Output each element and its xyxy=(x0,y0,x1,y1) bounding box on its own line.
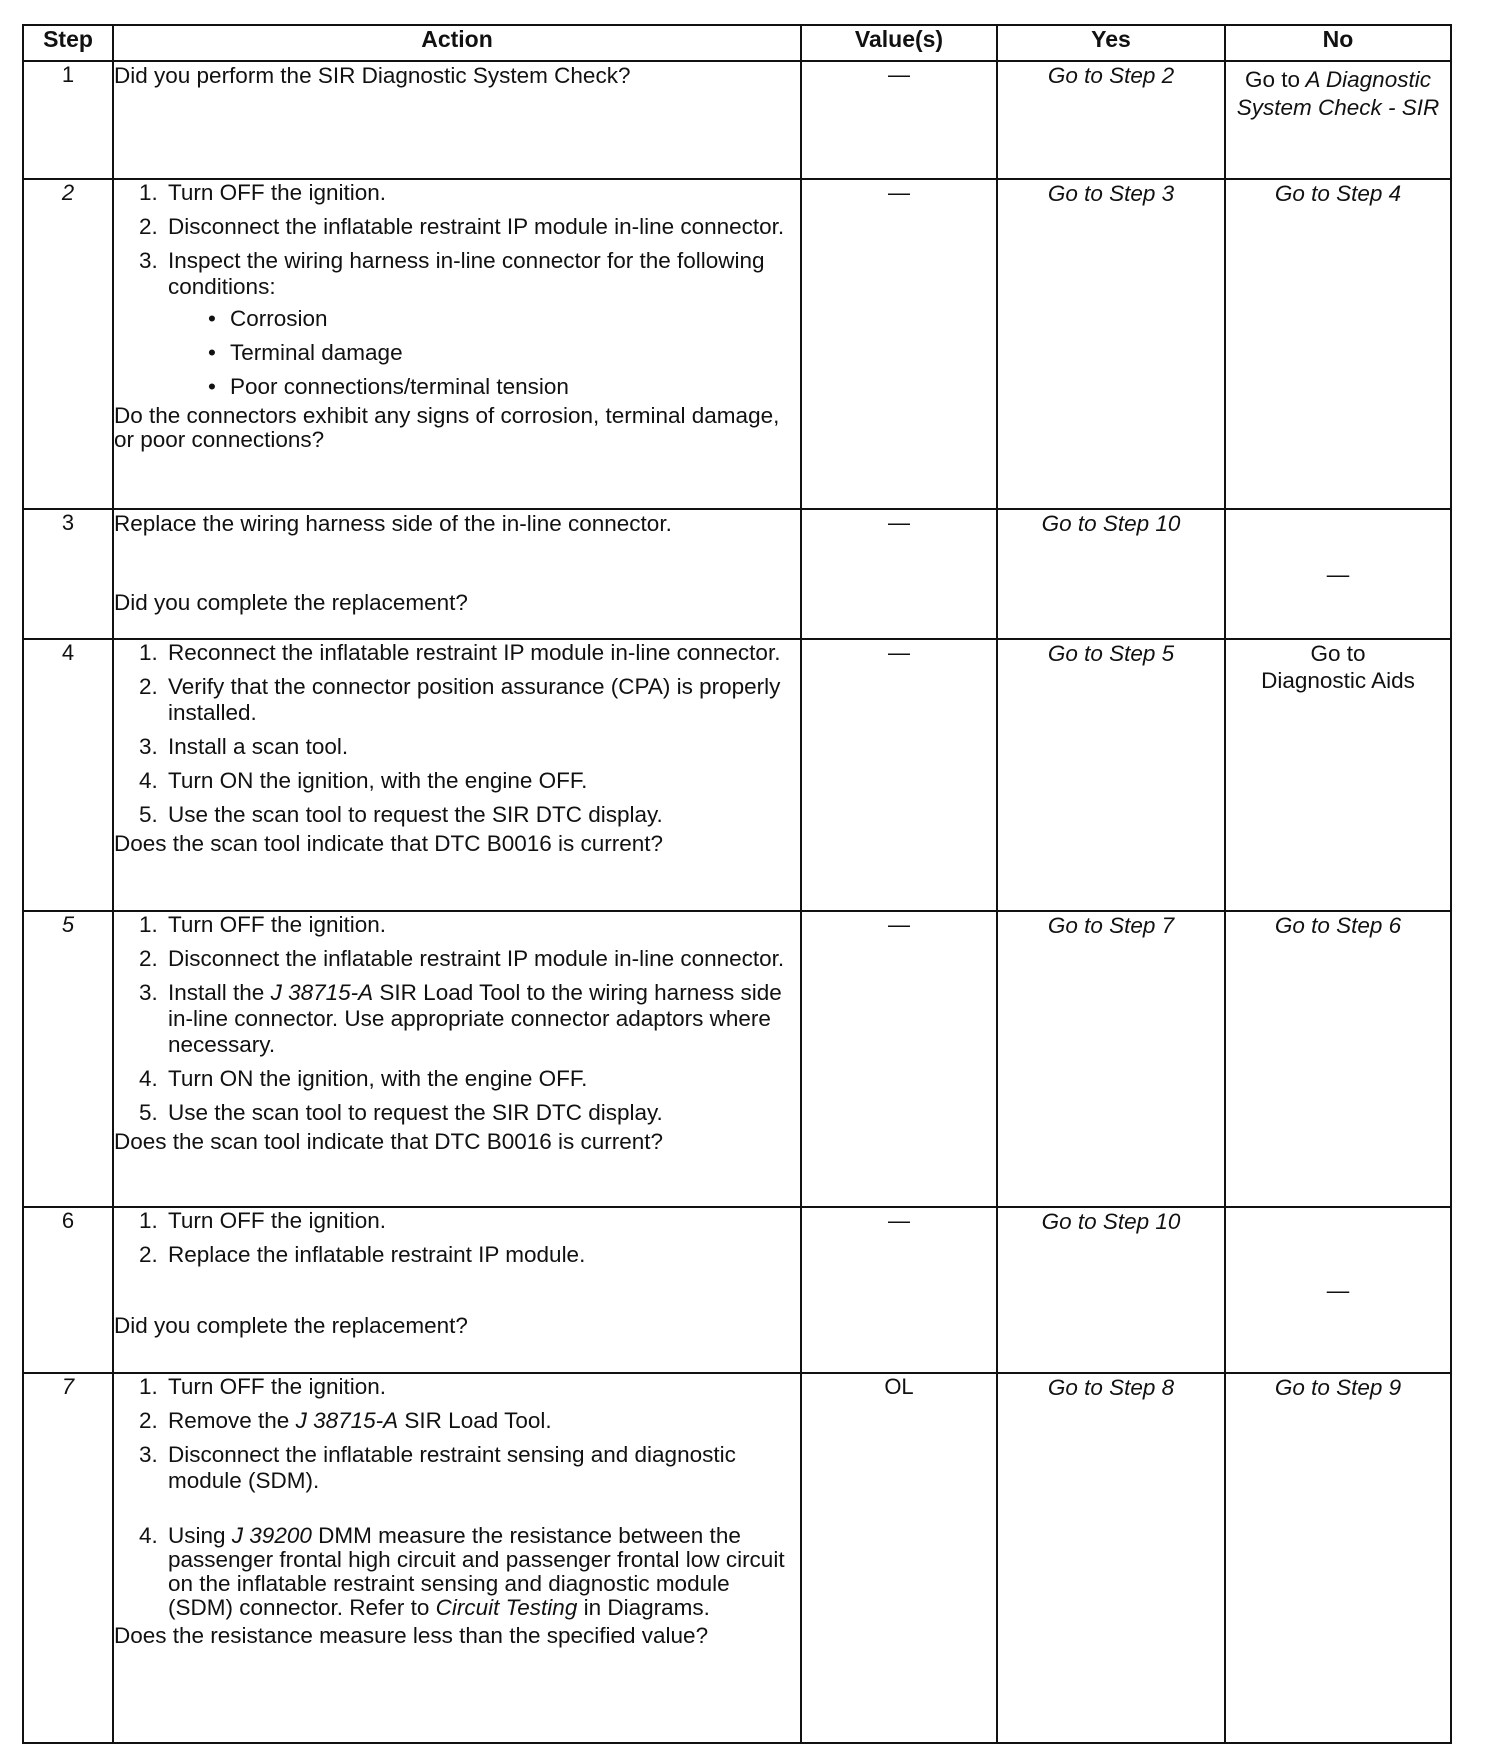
instruction-list xyxy=(114,912,800,1126)
list-item xyxy=(164,248,800,400)
list-item: 5. Use the scan tool to request the SIR DTC display. xyxy=(164,1100,800,1126)
list-item-text: SIR Load Tool to the wiring harness side in-line connector. Use appropriate connector adaptors where necessary. xyxy=(168,980,782,1057)
action-cell xyxy=(113,179,801,509)
table-row xyxy=(23,639,1451,911)
list-item: 2. Disconnect the inflatable restraint IP module in-line connector. xyxy=(164,214,800,240)
step-number: 2 xyxy=(23,179,113,509)
step-number: 1 xyxy=(23,61,113,179)
value-cell: — xyxy=(801,179,997,509)
step-number: 5 xyxy=(23,911,113,1207)
bullet-item: • Terminal damage xyxy=(208,340,800,366)
instruction-list xyxy=(114,180,800,400)
tool-reference: J 38715-A xyxy=(270,980,374,1005)
list-item: 1. Turn OFF the ignition. xyxy=(164,912,800,938)
list-item-text: Install the xyxy=(168,980,265,1005)
list-item-text: Using xyxy=(168,1523,226,1548)
value-cell: — xyxy=(801,1207,997,1373)
no-prefix: Go to xyxy=(1245,67,1301,92)
header-values: Value(s) xyxy=(801,25,997,61)
step-number: 4 xyxy=(23,639,113,911)
condition-list xyxy=(168,306,800,400)
diagnostic-table xyxy=(22,24,1452,1744)
no-link[interactable]: Go to Step 4 xyxy=(1225,179,1451,509)
instruction-list xyxy=(114,1374,800,1620)
list-item xyxy=(164,980,800,1058)
table-row xyxy=(23,911,1451,1207)
list-item-text: SIR Load Tool. xyxy=(404,1408,552,1433)
list-item: 3. Install a scan tool. xyxy=(164,734,800,760)
action-cell xyxy=(113,509,801,639)
yes-link[interactable]: Go to Step 5 xyxy=(997,639,1225,911)
list-item: 2. Disconnect the inflatable restraint IP module in-line connector. xyxy=(164,946,800,972)
no-link[interactable]: Go to Step 6 xyxy=(1225,911,1451,1207)
table-row xyxy=(23,1207,1451,1373)
table-row xyxy=(23,509,1451,639)
question: Did you perform the SIR Diagnostic System Check? xyxy=(114,63,631,88)
instruction-list xyxy=(114,1208,800,1268)
value-cell: — xyxy=(801,61,997,179)
action-cell xyxy=(113,1373,801,1743)
action-text: Replace the wiring harness side of the in-line connector. xyxy=(114,511,672,536)
yes-link[interactable]: Go to Step 2 xyxy=(997,61,1225,179)
table-row xyxy=(23,61,1451,179)
value-cell: — xyxy=(801,509,997,639)
list-item-text: Remove the xyxy=(168,1408,290,1433)
question: Did you complete the replacement? xyxy=(114,590,468,615)
question: Do the connectors exhibit any signs of corrosion, terminal damage, or poor connections? xyxy=(114,403,780,452)
list-item-text: in Diagrams. xyxy=(583,1595,710,1620)
list-item: 5. Use the scan tool to request the SIR DTC display. xyxy=(164,802,800,828)
list-item: 1. Reconnect the inflatable restraint IP module in-line connector. xyxy=(164,640,800,666)
no-cell: — xyxy=(1225,509,1451,639)
list-item: 1. Turn OFF the ignition. xyxy=(164,1374,800,1400)
value-cell: OL xyxy=(801,1373,997,1743)
list-item: 3. Disconnect the inflatable restraint sensing and diagnostic module (SDM). xyxy=(164,1442,800,1494)
tool-reference: J 39200 xyxy=(231,1523,312,1548)
step-number: 7 xyxy=(23,1373,113,1743)
question: Does the scan tool indicate that DTC B0016 is current? xyxy=(114,831,664,856)
tool-reference: J 38715-A xyxy=(295,1408,399,1433)
action-cell xyxy=(113,911,801,1207)
bullet-item: • Corrosion xyxy=(208,306,800,332)
yes-link[interactable]: Go to Step 3 xyxy=(997,179,1225,509)
circuit-testing-link[interactable]: Circuit Testing xyxy=(435,1595,578,1620)
list-item: 2. Replace the inflatable restraint IP module. xyxy=(164,1242,800,1268)
list-item-text: DMM measure the resistance between the passenger frontal high circuit and passenger frontal low circuit on the inflatable restraint sensing and diagnostic module (SDM) connector. Refer to xyxy=(168,1523,785,1620)
header-step: Step xyxy=(23,25,113,61)
list-item: 4. Turn ON the ignition, with the engine OFF. xyxy=(164,768,800,794)
list-item: 1. Turn OFF the ignition. xyxy=(164,1208,800,1234)
header-row xyxy=(23,25,1451,61)
no-cell[interactable] xyxy=(1225,61,1451,179)
diagnostic-table-sheet xyxy=(22,24,1450,1744)
list-item: 2. Verify that the connector position assurance (CPA) is properly installed. xyxy=(164,674,800,726)
header-yes: Yes xyxy=(997,25,1225,61)
bullet-item: • Poor connections/terminal tension xyxy=(208,374,800,400)
table-row xyxy=(23,1373,1451,1743)
step-number: 3 xyxy=(23,509,113,639)
table-row xyxy=(23,179,1451,509)
no-link[interactable]: Go to Diagnostic Aids xyxy=(1225,639,1451,911)
no-link[interactable]: Go to Step 9 xyxy=(1225,1373,1451,1743)
no-cell: — xyxy=(1225,1207,1451,1373)
header-no: No xyxy=(1225,25,1451,61)
question: Does the resistance measure less than the specified value? xyxy=(114,1623,709,1648)
action-cell xyxy=(113,639,801,911)
list-item xyxy=(164,1408,800,1434)
value-cell: — xyxy=(801,639,997,911)
list-item-text: Inspect the wiring harness in-line connector for the following conditions: xyxy=(168,248,765,299)
yes-link[interactable]: Go to Step 10 xyxy=(997,1207,1225,1373)
list-item: 1. Turn OFF the ignition. xyxy=(164,180,800,206)
list-item xyxy=(164,1524,800,1620)
step-number: 6 xyxy=(23,1207,113,1373)
instruction-list xyxy=(114,640,800,828)
action-cell xyxy=(113,1207,801,1373)
question: Does the scan tool indicate that DTC B0016 is current? xyxy=(114,1129,664,1154)
header-action: Action xyxy=(113,25,801,61)
no-link[interactable]: A Diagnostic System Check - SIR xyxy=(1236,67,1440,120)
value-cell: — xyxy=(801,911,997,1207)
action-cell xyxy=(113,61,801,179)
question: Did you complete the replacement? xyxy=(114,1313,468,1338)
yes-link[interactable]: Go to Step 8 xyxy=(997,1373,1225,1743)
yes-link[interactable]: Go to Step 10 xyxy=(997,509,1225,639)
yes-link[interactable]: Go to Step 7 xyxy=(997,911,1225,1207)
list-item: 4. Turn ON the ignition, with the engine OFF. xyxy=(164,1066,800,1092)
